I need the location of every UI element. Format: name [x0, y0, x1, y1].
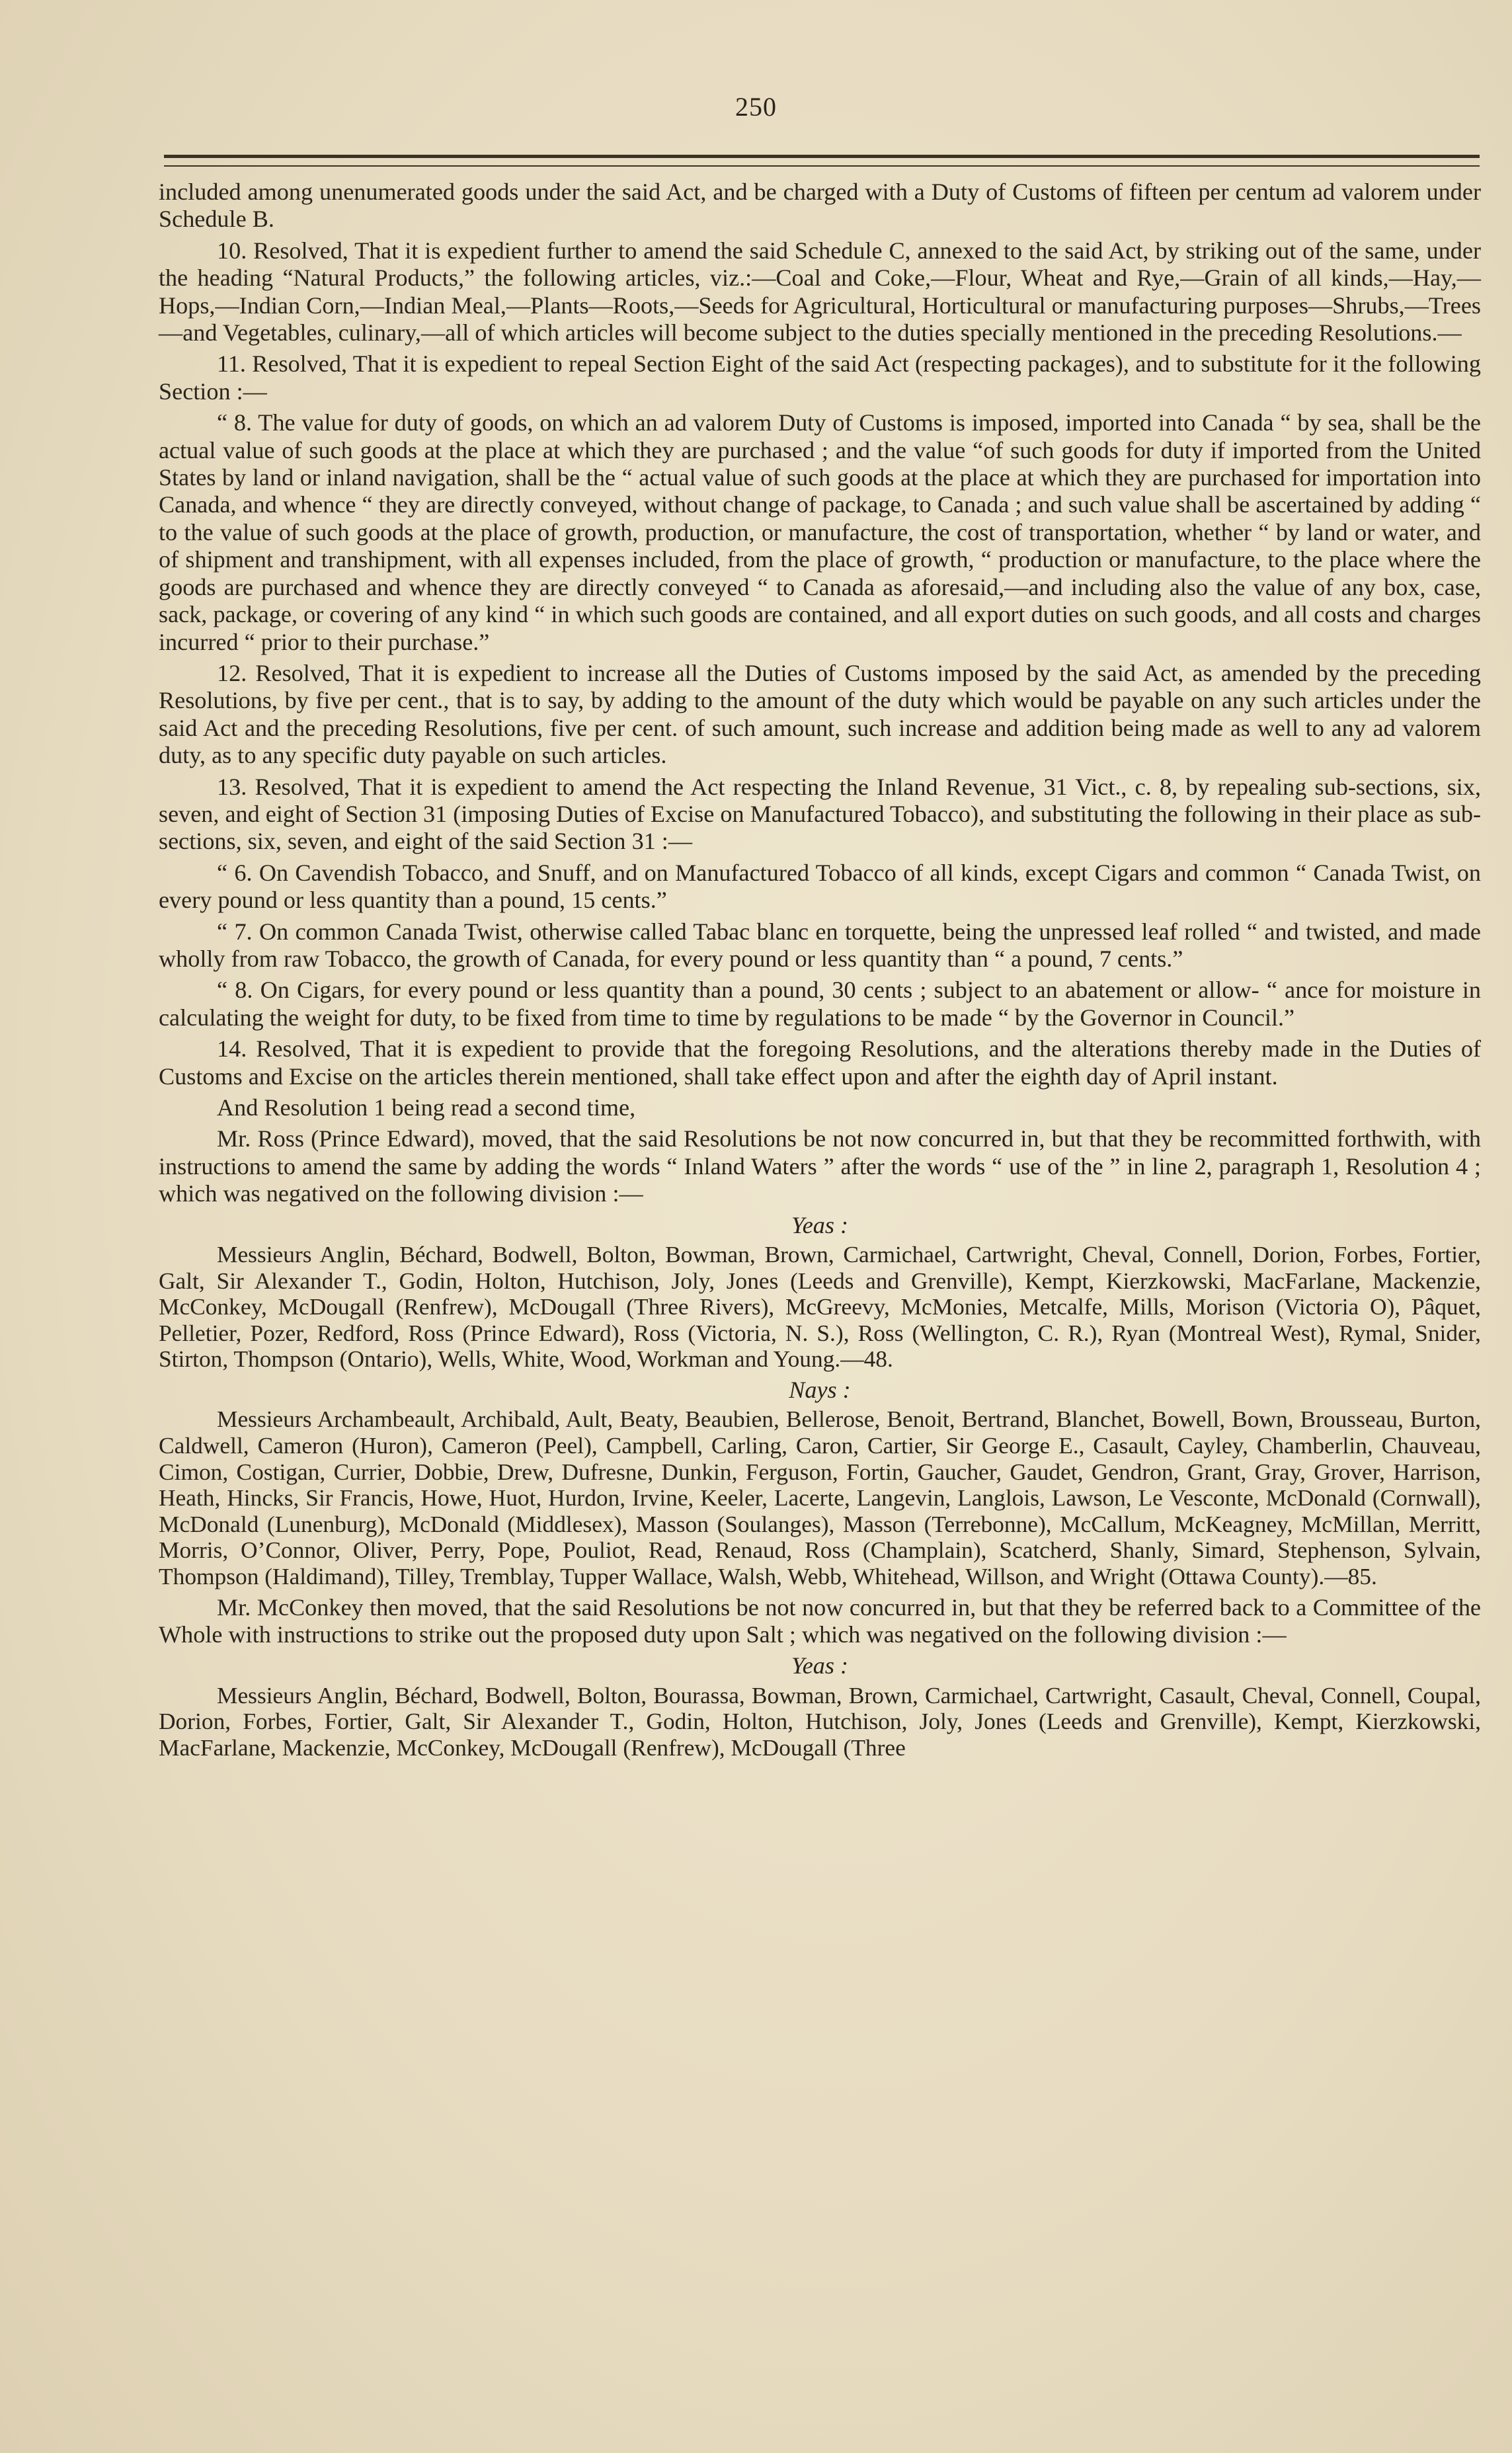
- division-1-yeas-heading: Yeas :: [791, 1211, 849, 1238]
- paragraph-resolution-10: 10. Resolved, That it is expedient further to amend the said Schedule C, annexed to the said Act, by striking out of the same, under the heading “Natural Products,” the following articles, viz.:—Coal and Coke,—Flour, Wheat and Rye,—Grain of all kinds,—Hay,—Hops,—Indian Corn,—Indian Meal,—Plants—Roots,—Seeds for Agricultural, Horticultural or manufacturing purposes—Shrubs,—Trees—and Vegetables, culinary,—all of which articles will become subject to the duties specially mentioned in the preceding Resolutions.—: [159, 237, 1481, 346]
- header-rule-thin: [164, 165, 1480, 167]
- paragraph-subsection-7: “ 7. On common Canada Twist, otherwise called Tabac blanc en torquette, being the unpressed leaf rolled “ and twisted, and made wholly from raw Tobacco, the growth of Canada, for every pound or less quantity than “ a pound, 7 cents.”: [159, 918, 1481, 972]
- paragraph-resolution-12: 12. Resolved, That it is expedient to increase all the Duties of Customs imposed by the said Act, as amended by the preceding Resolutions, by five per cent., that is to say, by adding to the amount of the duty which would be payable on any such articles under the said Act and the preceding Resolutions, five per cent. of such amount, such increase and addition being made as well to any ad valorem duty, as to any specific duty payable on such articles.: [159, 659, 1481, 769]
- division-1-yeas-list: Messieurs Anglin, Béchard, Bodwell, Bolton, Bowman, Brown, Carmichael, Cartwright, Cheval, Connell, Dorion, Forbes, Fortier, Galt, Sir Alexander T., Godin, Holton, Hutchison, Joly, Jones (Leeds and Grenville), Kempt, Kierzkowski, MacFarlane, Mackenzie, McConkey, McDougall (Renfrew), McDougall (Three Rivers), McGreevy, McMonies, Metcalfe, Mills, Morison (Victoria O), Pâquet, Pelletier, Pozer, Redford, Ross (Prince Edward), Ross (Victoria, N. S.), Ross (Wellington, C. R.), Ryan (Montreal West), Rymal, Snider, Stirton, Thompson (Ontario), Wells, White, Wood, Workman and Young.—48.: [159, 1241, 1481, 1373]
- paragraph-mcconkey-motion: Mr. McConkey then moved, that the said Resolutions be not now concurred in, but that they be referred back to a Committee of the Whole with instructions to strike out the proposed duty upon Salt ; which was negatived on the following division :—: [159, 1593, 1481, 1648]
- paragraph-resolution-13: 13. Resolved, That it is expedient to amend the Act respecting the Inland Revenue, 31 Vict., c. 8, by repealing sub-sections, six, seven, and eight of Section 31 (imposing Duties of Excise on Manufactured Tobacco), and substituting the following in their place as sub-sections, six, seven, and eight of the said Section 31 :—: [159, 773, 1481, 855]
- paragraph-resolution-14: 14. Resolved, That it is expedient to provide that the foregoing Resolutions, and the alterations thereby made in the Duties of Customs and Excise on the articles therein mentioned, shall take effect upon and after the eighth day of April instant.: [159, 1035, 1481, 1090]
- paragraph-resolution-11: 11. Resolved, That it is expedient to repeal Section Eight of the said Act (respecting packages), and to substitute for it the following Section :—: [159, 350, 1481, 405]
- body-text: [159, 179, 1481, 1765]
- paragraph-subsection-6: “ 6. On Cavendish Tobacco, and Snuff, and on Manufactured Tobacco of all kinds, except Cigars and common “ Canada Twist, on every pound or less quantity than a pound, 15 cents.”: [159, 859, 1481, 914]
- division-2-yeas-list: Messieurs Anglin, Béchard, Bodwell, Bolton, Bourassa, Bowman, Brown, Carmichael, Cartwright, Casault, Cheval, Connell, Coupal, Dorion, Forbes, Fortier, Galt, Sir Alexander T., Godin, Holton, Hutchison, Joly, Jones (Leeds and Grenville), Kempt, Kierzkowski, MacFarlane, Mackenzie, McConkey, McDougall (Renfrew), McDougall (Three: [159, 1681, 1481, 1761]
- division-2-yeas-heading: Yeas :: [791, 1652, 849, 1679]
- division-1-nays-heading: Nays :: [789, 1377, 851, 1403]
- paragraph-subsection-8: “ 8. On Cigars, for every pound or less quantity than a pound, 30 cents ; subject to an abatement or allow- “ ance for moisture in calculating the weight for duty, to be fixed from time to time by regulations to be made “ by the Governor in Council.”: [159, 977, 1481, 1031]
- paragraph-second-reading: And Resolution 1 being read a second time,: [217, 1094, 636, 1121]
- paragraph-ross-motion: Mr. Ross (Prince Edward), moved, that the said Resolutions be not now concurred in, but that they be recommitted forthwith, with instructions to amend the same by adding the words “ Inland Waters ” after the words “ use of the ” in line 2, paragraph 1, Resolution 4 ; which was negatived on the following division :—: [159, 1125, 1481, 1207]
- paragraph-continuation: included among unenumerated goods under the said Act, and be charged with a Duty of Customs of fifteen per centum ad valorem under Schedule B.: [159, 179, 1481, 233]
- division-1-nays-list: Messieurs Archambeault, Archibald, Ault, Beaty, Beaubien, Bellerose, Benoit, Bertrand, Blanchet, Bowell, Bown, Brousseau, Burton, Caldwell, Cameron (Huron), Cameron (Peel), Campbell, Carling, Caron, Cartier, Sir George E., Casault, Cayley, Chamberlin, Chauveau, Cimon, Costigan, Currier, Dobbie, Drew, Dufresne, Dunkin, Ferguson, Fortin, Gaucher, Gaudet, Gendron, Grant, Gray, Grover, Harrison, Heath, Hincks, Sir Francis, Howe, Huot, Hurdon, Irvine, Keeler, Lacerte, Langevin, Langlois, Lawson, Le Vesconte, McDonald (Cornwall), McDonald (Lunenburg), McDonald (Middlesex), Masson (Soulanges), Masson (Terrebonne), McCallum, McKeagney, McMillan, Merritt, Morris, O’Connor, Oliver, Perry, Pope, Pouliot, Read, Renaud, Ross (Champlain), Scatcherd, Shanly, Simard, Stephenson, Sylvain, Thompson (Haldimand), Tilley, Tremblay, Tupper Wallace, Walsh, Webb, Whitehead, Willson, and Wright (Ottawa County).—85.: [159, 1406, 1481, 1589]
- header-rule-thick: [164, 155, 1480, 158]
- paragraph-section-8-quote: “ 8. The value for duty of goods, on which an ad valorem Duty of Customs is imposed, imported into Canada “ by sea, shall be the actual value of such goods at the place at which they are purchased ; and the value “of such goods for duty if imported from the United States by land or inland navigation, shall be the “ actual value of such goods at the place at which they are purchased for importation into Canada, and whence “ they are directly conveyed, without change of package, to Canada ; and such value shall be ascertained by adding “ to the value of such goods at the place of growth, production, or manufacture, the cost of transportation, whether “ by land or water, and of shipment and transhipment, with all expenses included, from the place of growth, “ production or manufacture, to the place where the goods are purchased and whence they are directly conveyed “ to Canada as aforesaid,—and including also the value of any box, case, sack, package, or covering of any kind “ in which such goods are contained, and all export duties on such goods, and all costs and charges incurred “ prior to their purchase.”: [159, 409, 1481, 655]
- page-number: 250: [735, 92, 777, 122]
